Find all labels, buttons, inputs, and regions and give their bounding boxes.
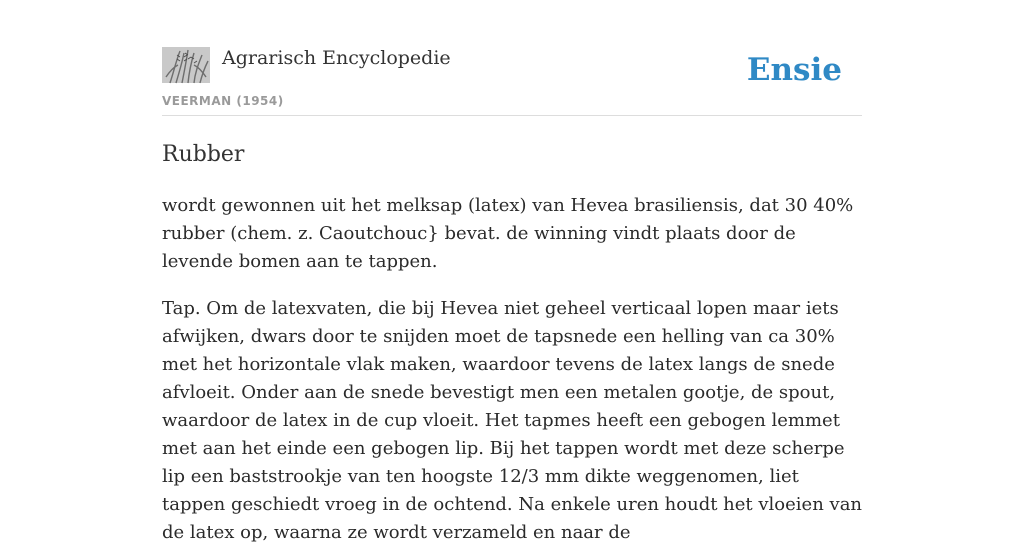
article-paragraph: wordt gewonnen uit het melksap (latex) van Hevea brasiliensis, dat 30 40% rubber (chem. z. Caoutchouc} bevat. de winning vindt plaats door de levende bomen aan te tappen. bbox=[162, 195, 854, 272]
publication-title[interactable]: Agrarisch Encyclopedie bbox=[222, 47, 451, 69]
page-header bbox=[162, 0, 862, 116]
article-paragraph: Tap. Om de latexvaten, die bij Hevea niet geheel verticaal lopen maar iets afwijken, dwars door te snijden moet de tapsnede een helling van ca 30% met het horizontale vlak maken, waardoor tevens de latex langs de snede afvloeit. Onder aan de snede bevestigt men een metalen gootje, de spout, waardoor de latex in de cup vloeit. Het tapmes heeft een gebogen lemmet met aan het einde een gebogen lip. Bij het tappen wordt met deze scherpe lip een baststrookje van ten hoogste 12/3 mm dikte weggenomen, liet tappen geschiedt vroeg in de ochtend. Na enkele uren houdt het vloeien van de latex op, waarna ze wordt verzameld en naar de bbox=[162, 298, 863, 543]
ensie-brand-logo[interactable]: Ensie bbox=[746, 52, 842, 88]
publication-logo-icon[interactable] bbox=[162, 47, 210, 83]
article-title: Rubber bbox=[162, 142, 245, 167]
author-line: VEERMAN (1954) bbox=[162, 94, 284, 108]
page-container bbox=[162, 0, 863, 543]
